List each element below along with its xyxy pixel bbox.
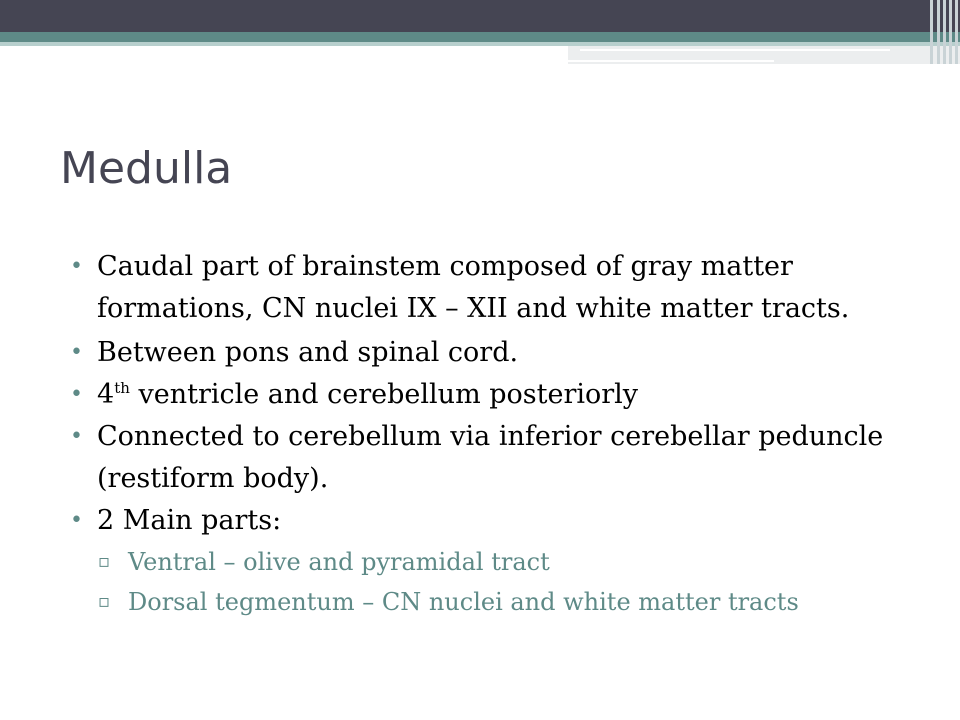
header-bar-dark: [0, 0, 960, 32]
sub-bullet-item: [70, 582, 930, 622]
bullet-item: [70, 246, 930, 330]
header-tab-line: [568, 60, 774, 62]
sub-bullet-item: [70, 542, 930, 582]
corner-stripes-decoration: [928, 0, 960, 64]
bullet-dot-icon: •: [70, 254, 83, 279]
sub-bullet-square-icon: ▫: [98, 551, 111, 572]
bullet-superscript: th: [114, 379, 130, 397]
bullet-dot-icon: •: [70, 340, 83, 365]
bullet-text: Caudal part of brainstem composed of gray matter formations, CN nuclei IX – XII and white matter tracts.: [97, 251, 850, 324]
bullet-item: [70, 500, 930, 542]
bullet-text: Between pons and spinal cord.: [97, 337, 519, 368]
bullet-text: 2 Main parts:: [97, 505, 282, 536]
header-tab-line: [580, 49, 890, 51]
bullet-dot-icon: •: [70, 424, 83, 449]
header-bar-teal: [0, 32, 960, 42]
bullet-dot-icon: •: [70, 508, 83, 533]
sub-bullet-text: Ventral – olive and pyramidal tract: [128, 548, 550, 576]
bullet-item: [70, 332, 930, 374]
bullet-dot-icon: •: [70, 382, 83, 407]
bullet-item: [70, 374, 930, 416]
bullet-text: Connected to cerebellum via inferior cerebellar peduncle (restiform body).: [97, 421, 884, 494]
bullet-text: ventricle and cerebellum posteriorly: [129, 379, 639, 410]
bullet-text-prefix: 4: [97, 379, 115, 410]
bullet-list: [70, 246, 930, 622]
slide-title: Medulla: [60, 143, 233, 194]
sub-bullet-square-icon: ▫: [98, 591, 111, 612]
sub-bullet-text: Dorsal tegmentum – CN nuclei and white matter tracts: [128, 588, 799, 616]
bullet-item: [70, 416, 930, 500]
